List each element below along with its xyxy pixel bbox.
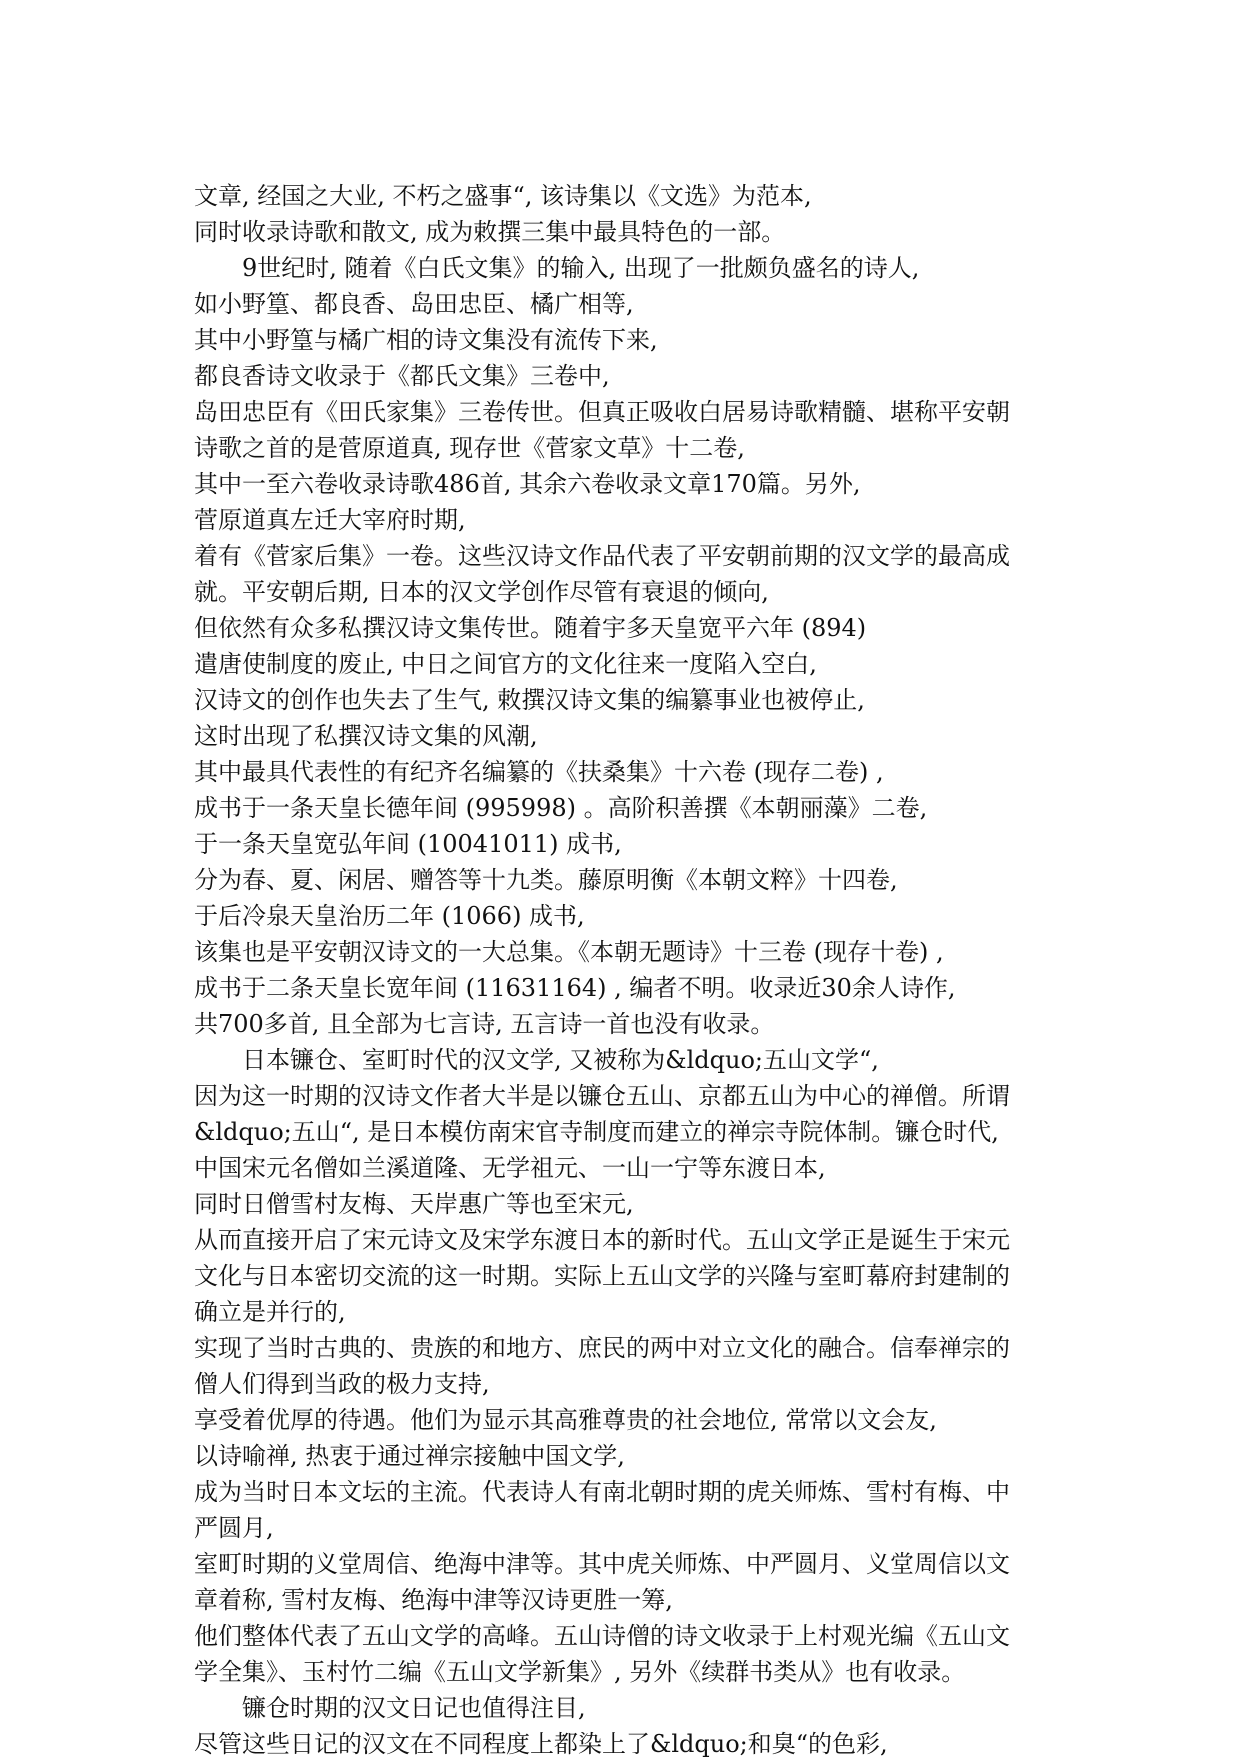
text-line: 日本镰仓、室町时代的汉文学, 又被称为&ldquo;五山文学“,	[242, 1046, 879, 1074]
text-line: 其中小野篁与橘广相的诗文集没有流传下来,	[194, 326, 658, 354]
text-line: 共700多首, 且全部为七言诗, 五言诗一首也没有收录。	[194, 1010, 775, 1038]
text-line: 学全集》、玉村竹二编《五山文学新集》, 另外《续群书类从》也有收录。	[194, 1658, 966, 1686]
body-text	[194, 178, 1064, 1762]
text-line: 僧人们得到当政的极力支持,	[194, 1370, 490, 1398]
text-line: 其中一至六卷收录诗歌486首, 其余六卷收录文章170篇。另外,	[194, 470, 861, 498]
text-line: 汉诗文的创作也失去了生气, 敕撰汉诗文集的编纂事业也被停止,	[194, 686, 865, 714]
text-line: 确立是并行的,	[194, 1298, 346, 1326]
text-line: 章着称, 雪村友梅、绝海中津等汉诗更胜一筹,	[194, 1586, 673, 1614]
text-line: 诗歌之首的是菅原道真, 现存世《菅家文草》十二卷,	[194, 434, 745, 462]
text-line: 从而直接开启了宋元诗文及宋学东渡日本的新时代。五山文学正是诞生于宋元	[194, 1226, 1010, 1254]
text-line: 9世纪时, 随着《白氏文集》的输入, 出现了一批颇负盛名的诗人,	[242, 254, 920, 282]
text-line: 以诗喻禅, 热衷于通过禅宗接触中国文学,	[194, 1442, 625, 1470]
text-line: 岛田忠臣有《田氏家集》三卷传世。但真正吸收白居易诗歌精髓、堪称平安朝	[194, 398, 1010, 426]
text-line: 该集也是平安朝汉诗文的一大总集。《本朝无题诗》十三卷 (现存十卷) ,	[194, 938, 944, 966]
text-line: 菅原道真左迁大宰府时期,	[194, 506, 466, 534]
text-line: 遣唐使制度的废止, 中日之间官方的文化往来一度陷入空白,	[194, 650, 817, 678]
text-line: 于后冷泉天皇治历二年 (1066) 成书,	[194, 902, 585, 930]
text-line: 这时出现了私撰汉诗文集的风潮,	[194, 722, 538, 750]
text-line: 严圆月,	[194, 1514, 274, 1542]
text-line: 文化与日本密切交流的这一时期。实际上五山文学的兴隆与室町幕府封建制的	[194, 1262, 1010, 1290]
text-line: 室町时期的义堂周信、绝海中津等。其中虎关师炼、中严圆月、义堂周信以文	[194, 1550, 1010, 1578]
text-line: 成书于二条天皇长宽年间 (11631164) , 编者不明。收录近30余人诗作,	[194, 974, 956, 1002]
text-line: 其中最具代表性的有纪齐名编纂的《扶桑集》十六卷 (现存二卷) ,	[194, 758, 884, 786]
text-line: 文章, 经国之大业, 不朽之盛事“, 该诗集以《文选》为范本,	[194, 182, 812, 210]
text-line: 中国宋元名僧如兰溪道隆、无学祖元、一山一宁等东渡日本,	[194, 1154, 826, 1182]
text-line: 但依然有众多私撰汉诗文集传世。随着宇多天皇宽平六年 (894)	[194, 614, 867, 642]
text-line: 尽管这些日记的汉文在不同程度上都染上了&ldquo;和臭“的色彩,	[194, 1730, 888, 1758]
text-line: 因为这一时期的汉诗文作者大半是以镰仓五山、京都五山为中心的禅僧。所谓	[194, 1082, 1010, 1110]
text-line: 分为春、夏、闲居、赠答等十九类。藤原明衡《本朝文粹》十四卷,	[194, 866, 898, 894]
text-line: 镰仓时期的汉文日记也值得注目,	[242, 1694, 586, 1722]
text-line: 同时收录诗歌和散文, 成为敕撰三集中最具特色的一部。	[194, 218, 786, 246]
text-line: 如小野篁、都良香、岛田忠臣、橘广相等,	[194, 290, 634, 318]
text-line: 成为当时日本文坛的主流。代表诗人有南北朝时期的虎关师炼、雪村有梅、中	[194, 1478, 1010, 1506]
text-line: 同时日僧雪村友梅、天岸惠广等也至宋元,	[194, 1190, 634, 1218]
text-line: 就。平安朝后期, 日本的汉文学创作尽管有衰退的倾向,	[194, 578, 769, 606]
text-line: 着有《菅家后集》一卷。这些汉诗文作品代表了平安朝前期的汉文学的最高成	[194, 542, 1010, 570]
text-line: 都良香诗文收录于《都氏文集》三卷中,	[194, 362, 610, 390]
text-line: 于一条天皇宽弘年间 (10041011) 成书,	[194, 830, 622, 858]
text-line: &ldquo;五山“, 是日本模仿南宋官寺制度而建立的禅宗寺院体制。镰仓时代,	[194, 1118, 999, 1146]
text-line: 他们整体代表了五山文学的高峰。五山诗僧的诗文收录于上村观光编《五山文	[194, 1622, 1010, 1650]
text-line: 实现了当时古典的、贵族的和地方、庶民的两中对立文化的融合。信奉禅宗的	[194, 1334, 1010, 1362]
text-line: 享受着优厚的待遇。他们为显示其高雅尊贵的社会地位, 常常以文会友,	[194, 1406, 937, 1434]
text-line: 成书于一条天皇长德年间 (995998) 。高阶积善撰《本朝丽藻》二卷,	[194, 794, 928, 822]
